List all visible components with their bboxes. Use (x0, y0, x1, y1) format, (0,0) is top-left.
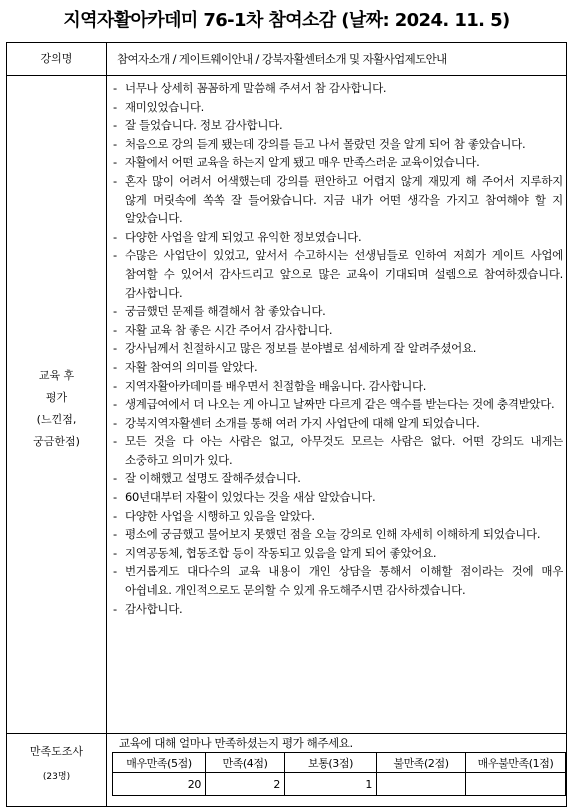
score-value-row (113, 773, 566, 796)
bullet-dash: - (113, 378, 117, 393)
satisfaction-question: 교육에 대해 얼마나 만족하셨는지 평가 해주세요. (119, 736, 353, 750)
score-value-dissatisfied (377, 773, 466, 796)
score-header-dissatisfied: 불만족(2점) (377, 753, 466, 773)
bullet-dash: - (113, 471, 117, 486)
feedback-item (113, 246, 563, 302)
feedback-item (113, 302, 563, 321)
bullet-dash: - (113, 173, 117, 188)
bullet-dash: - (113, 118, 117, 133)
feedback-item (113, 507, 563, 526)
feedback-text: 강북지역자활센터 소개를 통해 여러 가지 사업단에 대해 알게 되었습니다. (125, 415, 480, 430)
evaluation-label-line: 교육 후 (38, 369, 75, 382)
feedback-text: 혼자 많이 어려서 어색했는데 강의를 편안하고 어렵지 않게 재밌게 해 주어서 지루하지 않게 머릿속에 쏙쏙 잘 들어왔습니다. 지금 내가 어떤 생각을 가지고 참여해야 할 지 알았습니다. (125, 173, 563, 226)
feedback-item (113, 358, 563, 377)
bullet-dash: - (113, 508, 117, 523)
bullet-dash: - (113, 99, 117, 114)
feedback-text: 처음으로 강의 듣게 됐는데 강의를 듣고 나서 몰랐던 것을 알게 되어 참 좋았습니다. (125, 136, 526, 151)
feedback-item (113, 172, 563, 228)
feedback-text: 평소에 궁금했고 물어보지 못했던 점을 오늘 강의로 인해 자세히 이해하게 되었습니다. (125, 527, 541, 542)
feedback-text: 모든 것을 다 아는 사람은 없고, 아무것도 모르는 사람은 없다. 어떤 강의도 내게는 소중하고 의미가 있다. (125, 434, 563, 467)
bullet-dash: - (113, 434, 117, 449)
feedback-text: 생계급여에서 더 나오는 게 아니고 날짜만 다르게 같은 액수를 받는다는 것에 충격받았다. (125, 397, 555, 412)
feedback-text: 궁금했던 문제를 해결해서 참 좋았습니다. (125, 304, 326, 319)
feedback-text: 자활 교육 참 좋은 시간 주어서 감사합니다. (125, 322, 333, 337)
bullet-dash: - (113, 415, 117, 430)
feedback-text: 잘 이해했고 설명도 잘해주셨습니다. (125, 471, 301, 486)
feedback-text: 자활 참여의 의미를 알았다. (125, 359, 258, 374)
feedback-text: 너무나 상세히 꼼꼼하게 말씀해 주셔서 참 감사합니다. (125, 81, 387, 95)
feedback-item (113, 600, 563, 619)
score-value-satisfied: 2 (206, 773, 285, 796)
feedback-item (113, 339, 563, 358)
feedback-item (113, 377, 563, 396)
feedback-item (113, 321, 563, 340)
score-value-very-dissatisfied (466, 773, 566, 796)
evaluation-label-line: 궁금한점) (33, 435, 80, 448)
page-title: 지역자활아카데미 76-1차 참여소감 (날짜: 2024. 11. 5) (63, 10, 510, 31)
satisfaction-label (7, 743, 106, 782)
bullet-dash: - (113, 304, 117, 319)
score-header-row (113, 753, 566, 773)
bullet-dash: - (113, 490, 117, 505)
bullet-dash: - (113, 322, 117, 337)
bullet-dash: - (113, 229, 117, 244)
lecture-title: 참여자소개 / 게이트웨이안내 / 강북자활센터소개 및 자활사업제도안내 (117, 52, 447, 66)
satisfaction-score-table (112, 752, 566, 796)
feedback-item (113, 395, 563, 414)
feedback-item (113, 135, 563, 154)
bullet-dash: - (113, 136, 117, 151)
score-header-very-dissatisfied: 매우불만족(1점) (466, 753, 566, 773)
bullet-dash: - (113, 248, 117, 263)
bullet-dash: - (113, 601, 117, 616)
score-value-neutral: 1 (285, 773, 377, 796)
bullet-dash: - (113, 564, 117, 579)
feedback-text: 자활에서 어떤 교육을 하는지 알게 됐고 매우 만족스러운 교육이었습니다. (125, 155, 480, 170)
feedback-item (113, 544, 563, 563)
feedback-text: 60년대부터 자활이 있었다는 것을 새삼 알았습니다. (125, 490, 376, 505)
feedback-text: 다양한 사업을 알게 되었고 유익한 정보였습니다. (125, 229, 362, 244)
respondent-count: (23명) (42, 772, 71, 782)
bullet-dash: - (113, 359, 117, 374)
bullet-dash: - (113, 341, 117, 356)
feedback-text: 번거롭게도 대다수의 교육 내용이 개인 상담을 통해서 이해할 점이라는 것에 매우 아쉽네요. 개인적으로도 문의할 수 있게 유도해주시면 감사하겠습니다. (125, 564, 563, 598)
score-header-very-satisfied: 매우만족(5점) (113, 753, 206, 773)
bullet-dash: - (113, 81, 117, 95)
feedback-text: 재미있었습니다. (125, 99, 205, 114)
feedback-text: 잘 들었습니다. 정보 감사합니다. (125, 118, 283, 133)
feedback-item (113, 525, 563, 544)
feedback-item (113, 469, 563, 488)
bullet-dash: - (113, 397, 117, 412)
feedback-text: 감사합니다. (125, 601, 183, 616)
feedback-item (113, 153, 563, 172)
feedback-text: 지역자활아카데미를 배우면서 친절함을 배움니다. 감사합니다. (125, 378, 427, 393)
satisfaction-label-text: 만족도조사 (29, 745, 84, 758)
lecture-label: 강의명 (40, 52, 73, 65)
evaluation-label (7, 365, 106, 453)
feedback-item (113, 116, 563, 135)
feedback-list (107, 76, 567, 618)
feedback-item (113, 98, 563, 117)
feedback-item (113, 414, 563, 433)
bullet-dash: - (113, 545, 117, 560)
evaluation-label-line: 평가 (45, 391, 68, 404)
score-value-very-satisfied: 20 (113, 773, 206, 796)
feedback-item (113, 562, 563, 599)
survey-table (6, 42, 567, 807)
feedback-item (113, 432, 563, 469)
feedback-item (113, 79, 563, 98)
feedback-text: 강사님께서 친절하시고 많은 정보를 분야별로 섬세하게 잘 알려주셨어요. (125, 341, 477, 356)
feedback-item (113, 228, 563, 247)
feedback-text: 다양한 사업을 시행하고 있음을 알았다. (125, 508, 315, 523)
evaluation-label-line: (느낀점, (36, 413, 77, 426)
score-header-satisfied: 만족(4점) (206, 753, 285, 773)
bullet-dash: - (113, 527, 117, 542)
feedback-item (113, 488, 563, 507)
bullet-dash: - (113, 155, 117, 170)
feedback-text: 수많은 사업단이 있었고, 앞서서 수고하시는 선생님들로 인하여 저희가 게이트 사업에 참여할 수 있어서 감사드리고 앞으로 많은 교육이 기대되며 설렘으로 참여하겠습니다. 감사합니다. (125, 248, 563, 300)
score-header-neutral: 보통(3점) (285, 753, 377, 773)
feedback-text: 지역공동체, 협동조합 등이 작동되고 있음을 알게 되어 좋았어요. (125, 545, 437, 560)
